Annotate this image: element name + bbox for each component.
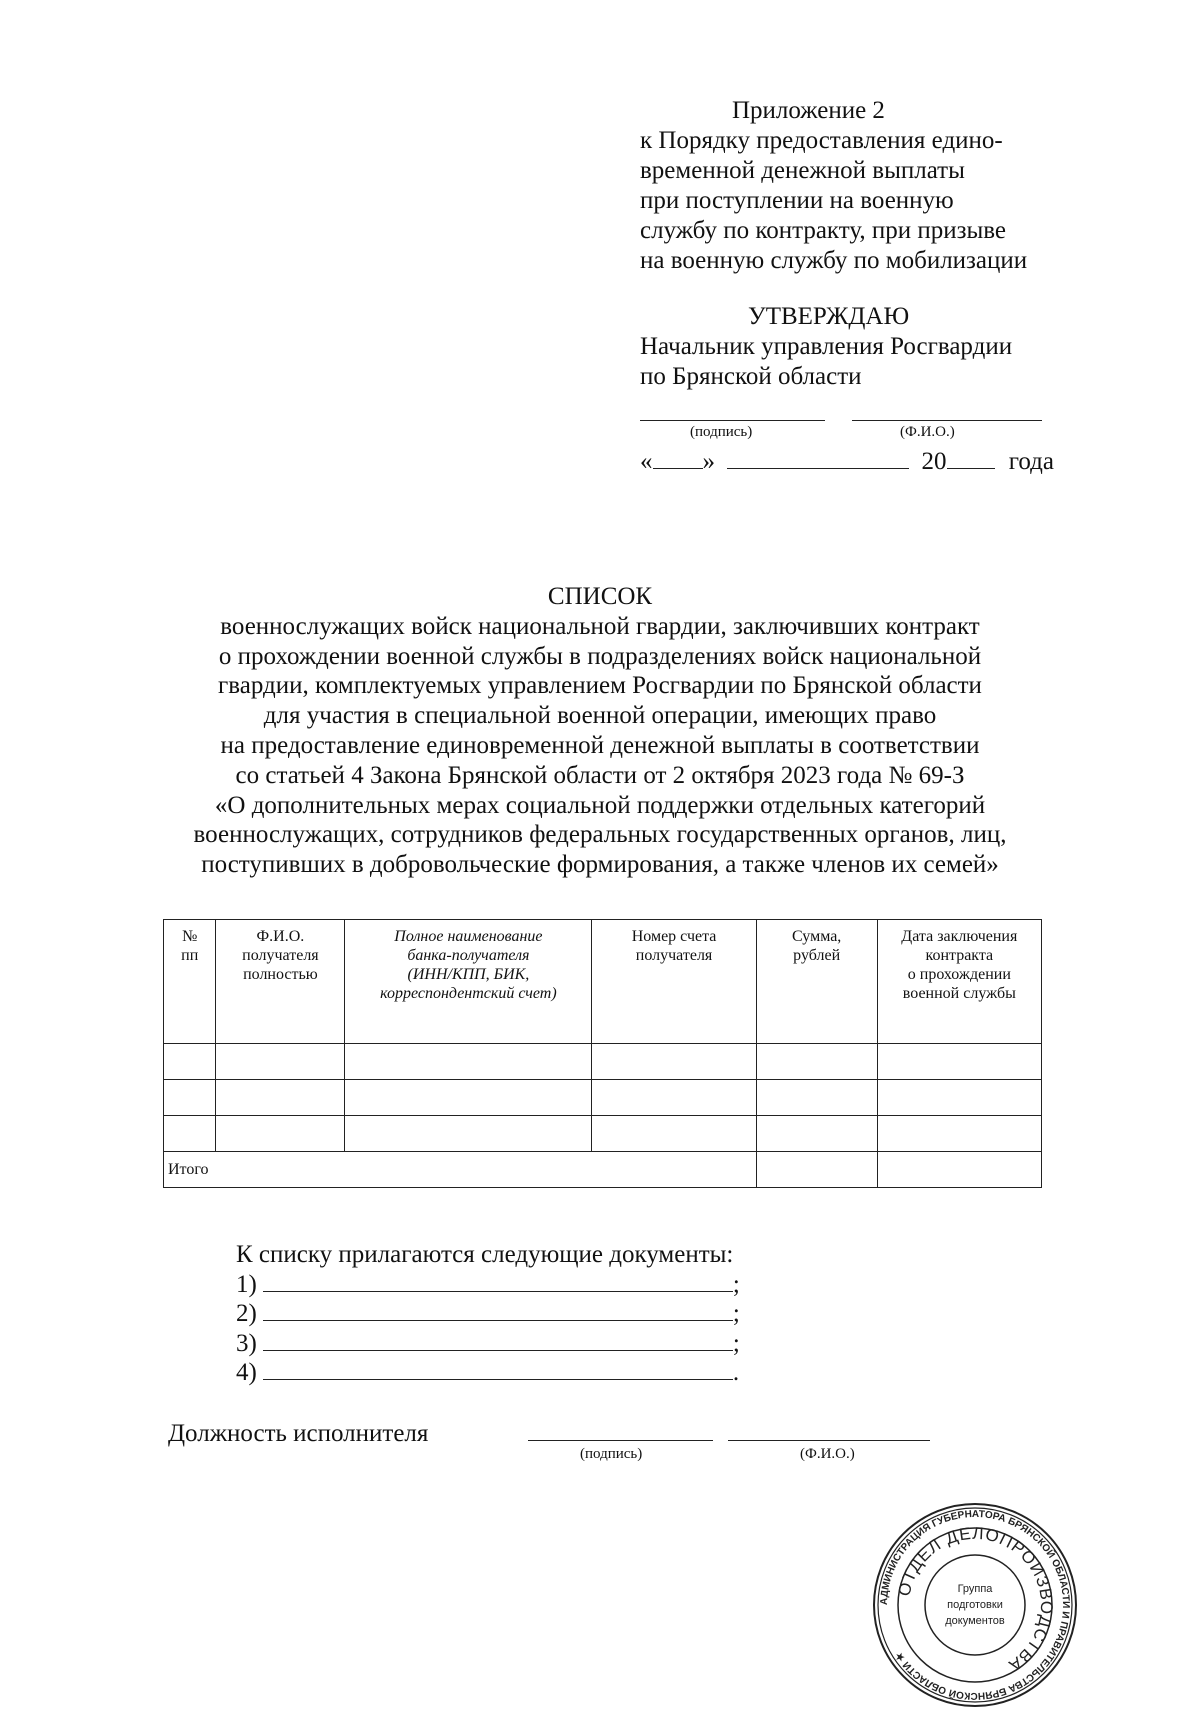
table-cell[interactable] [877,1116,1041,1152]
list-title-line: для участия в специальной военной операции, имеющих право [263,702,937,730]
table-cell[interactable] [756,1044,877,1080]
official-seal [870,1500,1080,1710]
date-close-quote: » [702,448,715,475]
list-title-line: военнослужащих войск национальной гвардии, заключивших контракт [220,612,980,640]
date-year-prefix: 20 [921,448,947,475]
table-cell[interactable] [877,1044,1041,1080]
attachment-item: 3) ; [236,1329,740,1357]
list-title-line: о прохождении военной службы в подразделениях войск национальной [218,642,982,670]
approval-fio-label: (Ф.И.О.) [900,424,955,440]
list-title-line: со статьей 4 Закона Брянской области от 2 октября 2023 года № 69-З [235,761,965,789]
date-month-field[interactable] [727,446,909,469]
list-title-line: военнослужащих, сотрудников федеральных государственных органов, лиц, [193,821,1007,849]
appendix-line: при поступлении на военную [640,187,954,214]
table-cell[interactable] [756,1080,877,1116]
date-day-field[interactable] [653,446,703,469]
table-cell[interactable] [345,1044,592,1080]
list-title: СПИСОК [547,583,653,610]
table-cell[interactable] [216,1044,345,1080]
total-amount-cell[interactable] [756,1152,877,1188]
table-cell[interactable] [164,1044,216,1080]
attachment-line[interactable] [263,1271,733,1292]
date-open-quote: « [640,448,653,475]
date-year-field[interactable] [947,446,995,469]
list-title-line: на предоставление единовременной денежной выплаты в соответствии [220,731,980,759]
col-header-contract-date: Дата заключения контракта о прохождении военной службы [877,920,1041,1044]
seal-center-line: Группа [957,1583,993,1595]
appendix-line: к Порядку предоставления едино- [640,127,1003,154]
table-cell[interactable] [592,1116,756,1152]
attachment-item: 1) ; [236,1270,740,1298]
attachments-block [236,1240,740,1388]
list-title-line: поступивших в добровольческие формирования, а также членов их семей» [201,851,999,879]
table-cell[interactable] [592,1080,756,1116]
table-row [164,1080,1042,1116]
executor-signature-label: (подпись) [580,1446,643,1462]
table-cell[interactable] [592,1044,756,1080]
seal-center-line: подготовки [947,1599,1003,1611]
attachment-item: 4) . [236,1359,740,1387]
executor-fio-line[interactable] [728,1440,930,1441]
approval-fio-line[interactable] [852,420,1042,421]
table-row [164,1044,1042,1080]
table-cell[interactable] [216,1116,345,1152]
appendix-block [640,96,1080,276]
approval-date-row [640,446,1054,476]
appendix-line: временной денежной выплаты [640,157,965,184]
table-cell[interactable] [164,1116,216,1152]
table-cell[interactable] [216,1080,345,1116]
seal-center-line: документов [945,1615,1005,1627]
list-title-line: гвардии, комплектуемых управлением Росгвардии по Брянской области [218,672,982,700]
table-cell[interactable] [756,1116,877,1152]
attachment-item: 2) ; [236,1300,740,1328]
total-empty-cell [877,1152,1041,1188]
approval-signature-line[interactable] [640,420,825,421]
col-header-fio: Ф.И.О. получателя полностью [216,920,345,1044]
attachment-line[interactable] [263,1300,733,1321]
seal-outer-text: АДМИНИСТРАЦИЯ ГУБЕРНАТОРА БРЯНСКОЙ ОБЛАСТИ И ПРАВИТЕЛЬСТВА БРЯНСКОЙ ОБЛАСТИ ★ [878,1508,1072,1702]
col-header-bank: Полное наименование банка-получателя (ИНН/КПП, БИК, корреспондентский счет) [345,920,592,1044]
attachment-line[interactable] [263,1359,733,1380]
table-row [164,1116,1042,1152]
approval-block [640,302,1080,392]
executor-label: Должность исполнителя [168,1420,429,1447]
executor-signature-line[interactable] [528,1440,713,1441]
approval-position-line: по Брянской области [640,363,862,390]
col-header-amount: Сумма, рублей [756,920,877,1044]
table-cell[interactable] [345,1080,592,1116]
date-year-suffix: года [1008,448,1054,475]
recipients-table [163,919,1042,1188]
list-title-line: «О дополнительных мерах социальной поддержки отдельных категорий [214,791,986,819]
total-label: Итого [164,1152,757,1188]
approval-position-line: Начальник управления Росгвардии [640,333,1013,360]
approval-heading: УТВЕРЖДАЮ [748,303,910,330]
col-header-number: № пп [164,920,216,1044]
approval-signature-label: (подпись) [690,424,753,440]
attachment-line[interactable] [263,1330,733,1351]
table-cell[interactable] [877,1080,1041,1116]
col-header-account: Номер счета получателя [592,920,756,1044]
table-cell[interactable] [164,1080,216,1116]
table-total-row [164,1152,1042,1188]
list-title-block [0,582,1200,880]
appendix-title: Приложение 2 [732,97,885,124]
table-cell[interactable] [345,1116,592,1152]
appendix-line: службу по контракту, при призыве [640,217,1007,244]
seal-ring-text: ОТДЕЛ ДЕЛОПРОИЗВОДСТВА [894,1523,1057,1676]
appendix-line: на военную службу по мобилизации [640,247,1028,274]
attachments-heading: К списку прилагаются следующие документы: [236,1241,734,1268]
table-header-row [164,920,1042,1044]
executor-fio-label: (Ф.И.О.) [800,1446,855,1462]
